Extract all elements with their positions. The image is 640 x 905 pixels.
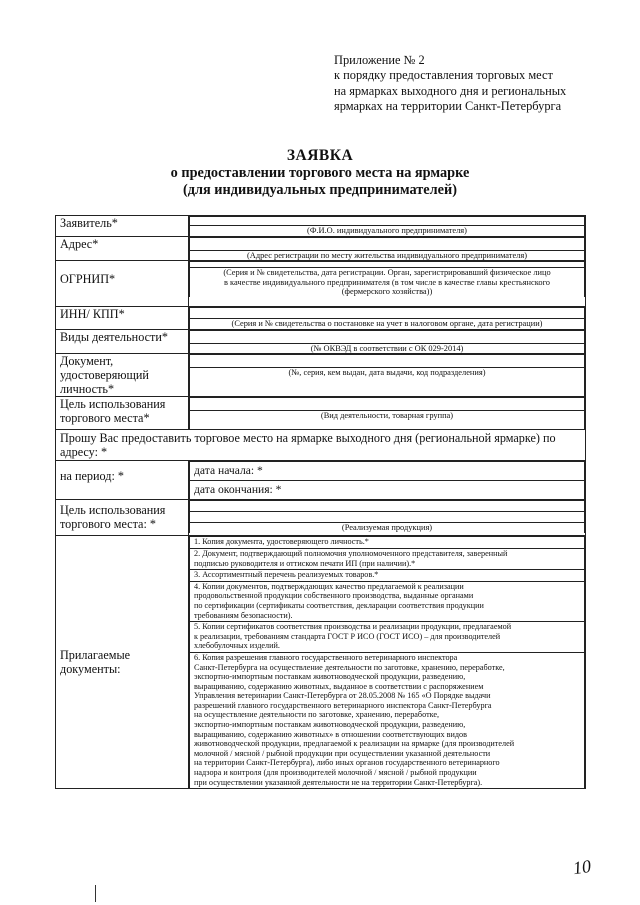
request-text: Прошу Вас предоставить торговое место на ярмарке выходного дня (региональной ярмарке) по адресу: * bbox=[56, 430, 586, 461]
row-purpose2 bbox=[56, 500, 586, 536]
application-form bbox=[55, 215, 586, 789]
row-identity bbox=[56, 354, 586, 397]
purpose2-hint: (Реализуемая продукция) bbox=[190, 523, 585, 533]
inn-field[interactable] bbox=[189, 307, 586, 330]
ogrnip-label: ОГРНИП* bbox=[56, 261, 189, 307]
start-date-field[interactable]: дата начала: * bbox=[190, 462, 585, 481]
row-purpose bbox=[56, 397, 586, 430]
identity-label: Документ, удостоверяющий личность* bbox=[56, 354, 189, 397]
inn-label: ИНН/ КПП* bbox=[56, 307, 189, 330]
identity-hint: (№, серия, кем выдан, дата выдачи, код подразделения) bbox=[190, 368, 585, 397]
address-hint: (Адрес регистрации по месту жительства индивидуального предпринимателя) bbox=[190, 250, 585, 260]
row-ogrnip bbox=[56, 261, 586, 307]
ogrnip-field[interactable] bbox=[189, 261, 586, 307]
appendix-header bbox=[334, 53, 634, 115]
purpose2-label: Цель использования торгового места: * bbox=[56, 500, 189, 536]
activity-field[interactable] bbox=[189, 329, 586, 354]
activity-hint: (№ ОКВЭД в соответствии с ОК 029-2014) bbox=[190, 343, 585, 353]
applicant-hint: (Ф.И.О. индивидуального предпринимателя) bbox=[190, 226, 585, 236]
row-inn bbox=[56, 307, 586, 330]
applicant-label: Заявитель* bbox=[56, 216, 189, 237]
row-address bbox=[56, 236, 586, 261]
attached-item: 3. Ассортиментный перечень реализуемых товаров.* bbox=[190, 570, 585, 582]
row-activity bbox=[56, 329, 586, 354]
page-number: 10 bbox=[571, 855, 593, 879]
document-subtitle: о предоставлении торгового места на ярмарке bbox=[170, 165, 470, 181]
purpose2-field[interactable] bbox=[189, 500, 586, 536]
row-attached bbox=[56, 536, 586, 789]
purpose-field[interactable] bbox=[189, 397, 586, 430]
row-applicant bbox=[56, 216, 586, 237]
address-field[interactable] bbox=[189, 236, 586, 261]
period-label: на период: * bbox=[56, 461, 189, 500]
attached-item: 5. Копии сертификатов соответствия производства и реализации продукции, предлагаемой к реализации, требованиям стандарта ГОСТ Р ИСО (ГОСТ ИСО) – для производителей хлебобулочных изделий. bbox=[190, 622, 585, 653]
purpose-label: Цель использования торгового места* bbox=[56, 397, 189, 430]
end-date-field[interactable]: дата окончания: * bbox=[190, 481, 585, 500]
appendix-line: Приложение № 2 bbox=[334, 53, 425, 67]
attached-item: 2. Документ, подтверждающий полномочия уполномоченного представителя, заверенный подписью руководителя и оттиском печати ИП (при наличии).* bbox=[190, 548, 585, 569]
appendix-line: на ярмарках выходного дня и региональных bbox=[334, 83, 567, 98]
ogrnip-hint: (Серия и № свидетельства, дата регистрации. Орган, зарегистрировавший физическое лицо в качестве индивидуального предпринимателя (в том числе в качестве главы крестьянского (фермерского хозяйства)) bbox=[190, 268, 585, 297]
appendix-line: ярмарках на территории Санкт-Петербурга bbox=[334, 99, 562, 114]
row-period bbox=[56, 461, 586, 500]
document-title: ЗАЯВКА bbox=[286, 147, 354, 164]
attached-label: Прилагаемые документы: bbox=[56, 536, 189, 789]
attached-item: 4. Копии документов, подтверждающих качество предлагаемой к реализации продовольственной продукции собственного производства, выданные органами по сертификации (сертификаты соответствия, декларации соответствия продукции требованиям безопасности). bbox=[190, 581, 585, 621]
address-label: Адрес* bbox=[56, 236, 189, 261]
inn-hint: (Серия и № свидетельства о постановке на учет в налоговом органе, дата регистрации) bbox=[190, 319, 585, 329]
attached-item: 1. Копия документа, удостоверяющего личность.* bbox=[190, 537, 585, 549]
document-subtitle-2: (для индивидуальных предпринимателей) bbox=[182, 182, 458, 198]
scan-mark bbox=[95, 885, 96, 902]
applicant-field[interactable] bbox=[189, 216, 586, 237]
period-fields bbox=[189, 461, 586, 500]
purpose-hint: (Вид деятельности, товарная группа) bbox=[190, 411, 585, 430]
identity-field[interactable] bbox=[189, 354, 586, 397]
attached-list bbox=[189, 536, 586, 789]
activity-label: Виды деятельности* bbox=[56, 329, 189, 354]
row-request bbox=[56, 430, 586, 461]
appendix-line: к порядку предоставления торговых мест bbox=[334, 68, 553, 83]
attached-item: 6. Копия разрешения главного государственного ветеринарного инспектора Санкт-Петербурга на осуществление деятельности по заготовке, хранению, переработке, экспортно-импортным поставкам животноводческой продукции, разведению, выращиванию, содержанию животных, выданное в соответствии с распоряжением Управления ветеринарии Санкт-Петербурга от 28.05.2008 № 165 «О Порядке выдачи разрешений главного государственного ветеринарного инспектора Санкт-Петербурга на осуществление деятельности по заготовке, хранению, переработке, экспортно-импортным поставкам животноводческой продукции, разведению, выращиванию, содержанию животных» в отношении соответствующих видов животноводческой продукции, предлагаемой к реализации на ярмарке (для производителей молочной / мясной / рыбной продукции при осуществлении указанной деятельности на территории Санкт-Петербурга), либо иных органов государственного ветеринарного надзора и контроля (для производителей молочной / мясной / рыбной продукции при осуществлении указанной деятельности не на территории Санкт-Петербурга). bbox=[190, 652, 585, 788]
